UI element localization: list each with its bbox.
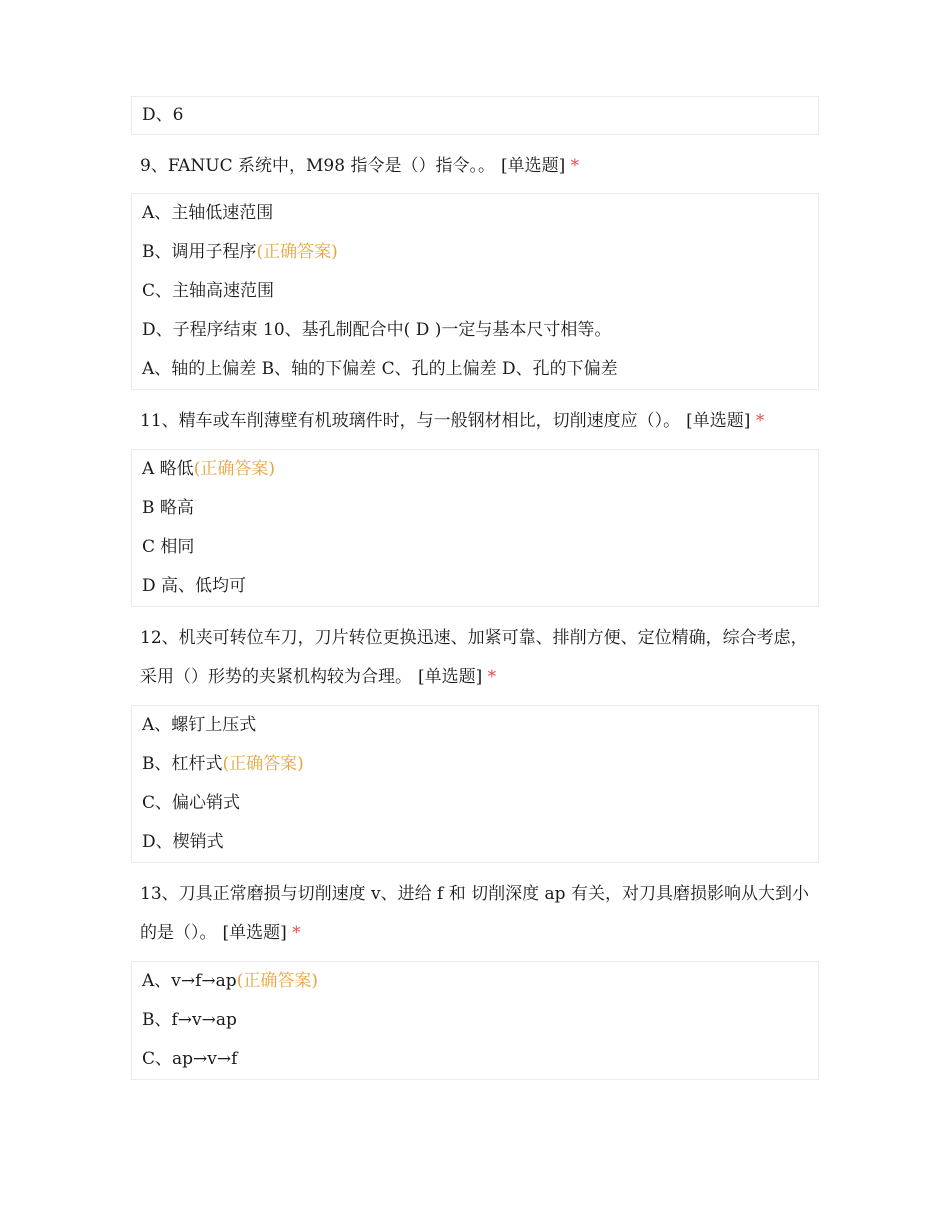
correct-answer-tag: (正确答案) [193, 459, 275, 479]
option-c[interactable]: C、ap→v→f [142, 1049, 238, 1069]
required-mark: * [570, 156, 580, 176]
question-text: 11、精车或车削薄壁有机玻璃件时，与一般钢材相比，切削速度应（）。 [140, 411, 681, 431]
required-mark: * [755, 411, 765, 431]
option-b[interactable]: B、杠杆式(正确答案) [142, 754, 304, 774]
option-b[interactable]: B 略高 [142, 498, 194, 518]
option-d[interactable]: D、楔销式 [142, 832, 224, 852]
question-stem-13 [131, 875, 819, 953]
options-box-q8 [131, 96, 819, 135]
question-type-label: [单选题] [500, 156, 566, 176]
question-text: 9、FANUC 系统中，M98 指令是（）指令。。 [140, 156, 495, 176]
options-box-q9 [131, 193, 819, 390]
option-d[interactable]: D 高、低均可 [142, 576, 247, 596]
option-b[interactable]: B、调用子程序(正确答案) [142, 242, 338, 262]
option-d[interactable]: D、6 [142, 105, 184, 125]
option-a[interactable]: A、v→f→ap(正确答案) [142, 971, 318, 991]
options-box-q12 [131, 705, 819, 863]
option-a[interactable]: A 略低(正确答案) [142, 459, 275, 479]
question-type-label: [单选题] [418, 667, 483, 687]
options-box-q11 [131, 449, 819, 607]
options-box-q13 [131, 961, 819, 1080]
question-text: 12、机夹可转位车刀，刀片转位更换迅速、加紧可靠、排削方便、定位精确，综合考虑，采用（）形势的夹紧机构较为合理。 [140, 628, 808, 687]
question-stem-12 [131, 619, 819, 697]
option-d[interactable]: D、子程序结束 10、基孔制配合中( D )一定与基本尺寸相等。 [142, 320, 612, 340]
option-a[interactable]: A、主轴低速范围 [142, 203, 274, 223]
option-a[interactable]: A、螺钉上压式 [142, 715, 257, 735]
option-b[interactable]: B、f→v→ap [142, 1010, 237, 1030]
question-type-label: [单选题] [222, 923, 287, 943]
question-stem-9 [131, 147, 819, 186]
question-type-label: [单选题] [686, 411, 751, 431]
question-stem-11 [131, 402, 819, 441]
correct-answer-tag: (正确答案) [256, 242, 338, 262]
required-mark: * [487, 667, 497, 687]
correct-answer-tag: (正确答案) [222, 754, 304, 774]
option-e[interactable]: A、轴的上偏差 B、轴的下偏差 C、孔的上偏差 D、孔的下偏差 [142, 359, 618, 379]
correct-answer-tag: (正确答案) [236, 971, 318, 991]
required-mark: * [292, 923, 301, 943]
question-text: 13、刀具正常磨损与切削速度 v、进给 f 和 切削深度 ap 有关，对刀具磨损影响从大到小的是（）。 [140, 884, 809, 943]
option-c[interactable]: C 相同 [142, 537, 195, 557]
quiz-page [131, 96, 819, 1080]
option-c[interactable]: C、主轴高速范围 [142, 281, 275, 301]
option-c[interactable]: C、偏心销式 [142, 793, 241, 813]
